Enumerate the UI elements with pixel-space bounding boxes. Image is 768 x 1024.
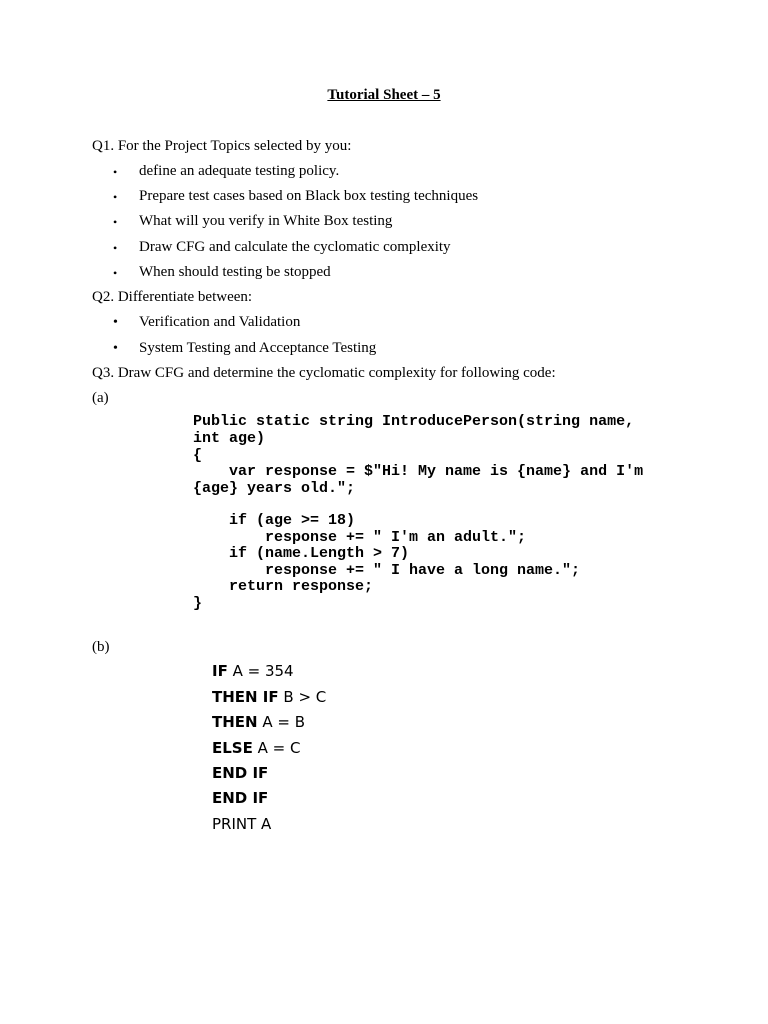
q1-item: When should testing be stopped xyxy=(139,264,331,280)
code-line: var response = $"Hi! My name is {name} and I'm xyxy=(193,463,644,480)
pseudo-keyword: THEN IF xyxy=(212,688,279,706)
bullet-icon: • xyxy=(113,315,118,330)
q1-heading: Q1. For the Project Topics selected by you: xyxy=(92,138,352,154)
pseudo-line xyxy=(212,688,326,706)
code-line: Public static string IntroducePerson(string name, xyxy=(193,413,635,430)
page-title: Tutorial Sheet – 5 xyxy=(327,87,441,103)
code-line: response += " I have a long name."; xyxy=(193,562,581,579)
pseudo-line xyxy=(212,739,300,757)
pseudo-rest: PRINT A xyxy=(212,815,272,833)
code-line: int age) xyxy=(193,430,266,447)
q1-item: Prepare test cases based on Black box testing techniques xyxy=(139,188,479,204)
q1-item: What will you verify in White Box testing xyxy=(139,213,393,229)
bullet-icon: • xyxy=(113,241,118,255)
pseudo-keyword: END IF xyxy=(212,789,269,807)
code-line: return response; xyxy=(193,578,374,595)
bullet-icon: • xyxy=(113,341,118,356)
code-line: { xyxy=(193,447,203,464)
q1-item: Draw CFG and calculate the cyclomatic complexity xyxy=(139,239,451,255)
pseudo-keyword: ELSE xyxy=(212,739,253,757)
pseudo-keyword: THEN xyxy=(212,713,258,731)
code-line: response += " I'm an adult."; xyxy=(193,529,527,546)
code-line: } xyxy=(193,595,203,612)
code-line: {age} years old."; xyxy=(193,480,356,497)
bullet-icon: • xyxy=(113,165,118,179)
pseudo-keyword: IF xyxy=(212,662,228,680)
bullet-icon: • xyxy=(113,266,118,280)
part-b-label: (b) xyxy=(92,639,110,655)
pseudo-keyword: END IF xyxy=(212,764,269,782)
pseudo-line xyxy=(212,815,271,833)
q2-item: Verification and Validation xyxy=(139,314,301,330)
pseudo-rest: B > C xyxy=(278,688,327,706)
pseudo-line xyxy=(212,662,294,680)
q2-heading: Q2. Differentiate between: xyxy=(92,289,253,305)
pseudo-line xyxy=(212,713,305,731)
pseudo-rest: A = B xyxy=(257,713,306,731)
q1-item: define an adequate testing policy. xyxy=(139,163,340,179)
part-a-label: (a) xyxy=(92,390,109,406)
code-line: if (age >= 18) xyxy=(193,512,356,529)
q3-heading: Q3. Draw CFG and determine the cyclomatic complexity for following code: xyxy=(92,365,556,381)
pseudo-line xyxy=(212,789,268,807)
pseudo-rest: A = 354 xyxy=(227,662,294,680)
pseudo-rest: A = C xyxy=(252,739,301,757)
code-line: if (name.Length > 7) xyxy=(193,545,410,562)
q2-item: System Testing and Acceptance Testing xyxy=(139,340,377,356)
bullet-icon: • xyxy=(113,190,118,204)
pseudo-line xyxy=(212,764,268,782)
bullet-icon: • xyxy=(113,215,118,229)
